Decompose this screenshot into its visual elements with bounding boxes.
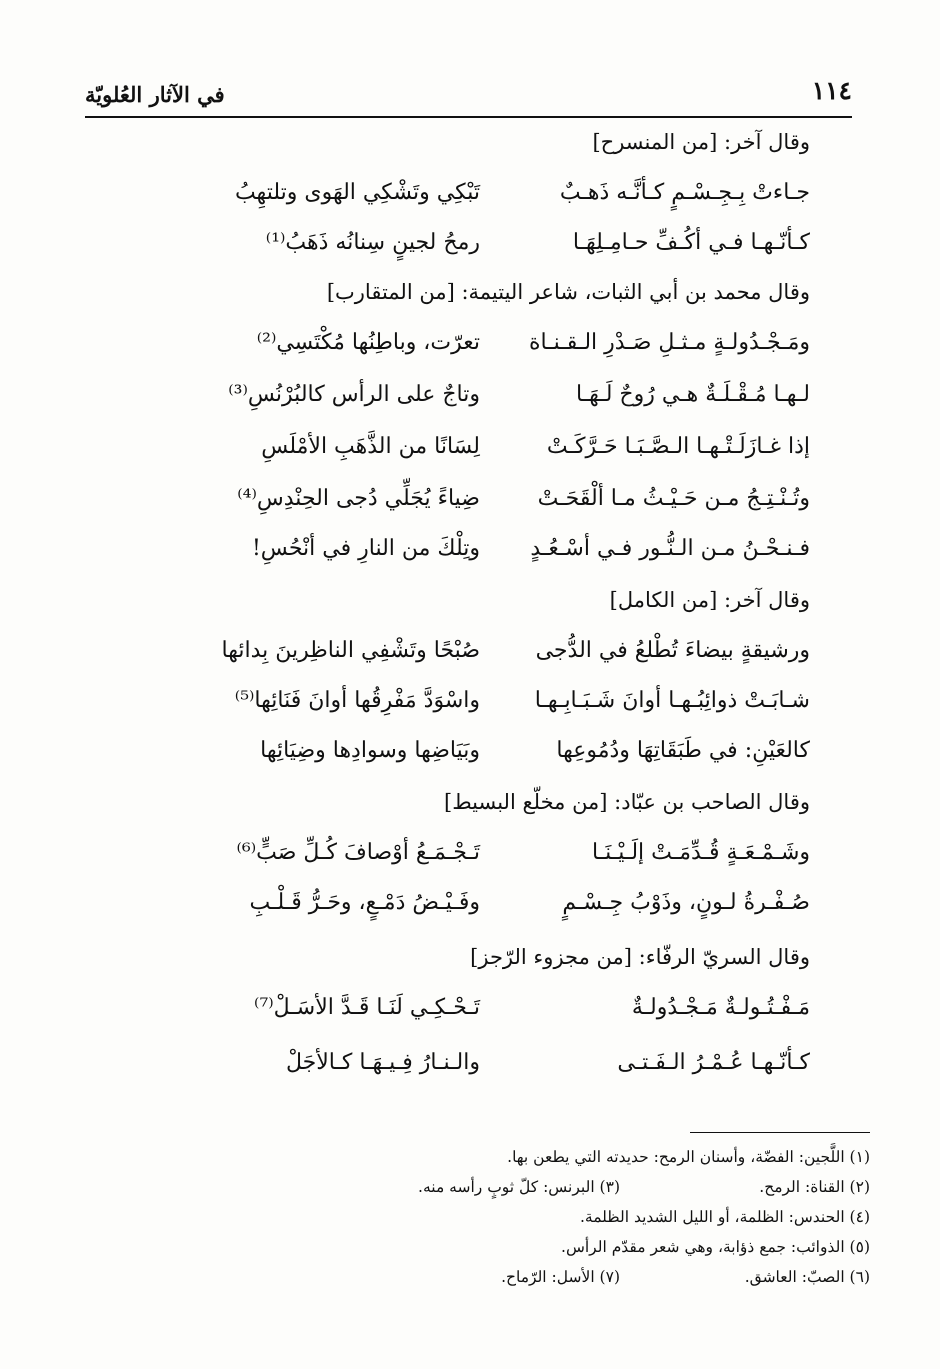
- section-intro: وقال الصاحب بن عبّاد: [من مخلّع البسيط]: [444, 790, 810, 814]
- footnote-text: (٤) الحندس: الظلمة، أو الليل الشديد الظلمة.: [579, 1208, 870, 1226]
- footnote: [580, 1208, 870, 1226]
- section-intro: وقال السريّ الرفّاء: [من مجزوء الرّجز]: [470, 945, 810, 969]
- verse-first-hemistich: وشَـمْـعَـةٍ قُـدِّمَـتْ إلَـيْـنَـا: [592, 840, 810, 865]
- verse-second-hemistich: وبَيَاضِها وسوادِها وضِيَائِها: [260, 738, 480, 763]
- verse-second-hemistich: تَـجْـمَـعُ أوْصافَ كُـلِّ صَبٍّ⁽⁶⁾: [236, 840, 480, 865]
- verse-first-hemistich: إذا غـازَلَـتْـهـا الـصَّـبَـا حَـرَّكَـتْ: [546, 434, 810, 459]
- section-intro: وقال محمد بن أبي الثبات، شاعر اليتيمة: [من المتقارب]: [326, 280, 810, 304]
- verse-line: [150, 840, 810, 890]
- verse-first-hemistich: وتُـنْـتِـجُ مـن حَـيْـثُ مـا ألْقَحَـتْ: [537, 486, 810, 511]
- footnote: [561, 1238, 870, 1256]
- verse-second-hemistich: تَـحْـكِـي لَنَـا قَـدَّ الأسَـلْ⁽⁷⁾: [254, 995, 480, 1020]
- footnote-text-second: (٣) البرنس: كلّ ثوبٍ رأسه منه.: [418, 1178, 620, 1196]
- verse-first-hemistich: ومَـجْـدُولـةٍ مـثـلِ صَـدْرِ الـقـنـاة: [528, 330, 810, 355]
- verse-line: [150, 638, 810, 688]
- verse-line: [150, 688, 810, 738]
- footnote: [418, 1178, 870, 1196]
- verse-line: [150, 230, 810, 280]
- footnote-text-second: (٧) الأسل: الرّماح.: [501, 1268, 620, 1286]
- verse-second-hemistich: والـنـارُ فِـيـهَـا كـالأجَلْ: [285, 1050, 480, 1075]
- verse-line: [150, 1050, 810, 1100]
- verse-second-hemistich: رمحُ لجينٍ سِنانُه ذَهَبُ⁽¹⁾: [265, 230, 480, 255]
- footnote-text: (١) اللَّجين: الفضّة، وأسنان الرمح: حديدته التي يطعن بها.: [507, 1148, 870, 1166]
- verse-second-hemistich: ضِياءً يُجَلِّي دُجى الحِنْدِسِ⁽⁴⁾: [237, 486, 480, 511]
- verse-first-hemistich: كالعَيْنِ: في طَبَقَاتِهَا ودُمُوعِها: [556, 738, 810, 763]
- verse-line: [150, 995, 810, 1045]
- page-header: [85, 68, 852, 118]
- header-rule: [85, 116, 852, 118]
- footnote: [507, 1148, 870, 1166]
- verse-first-hemistich: مَـفْـتُـولـةٌ مَـجْـدُولـةٌ: [631, 995, 810, 1020]
- verse-line: [150, 382, 810, 432]
- verse-second-hemistich: تعرّت، وباطِنُها مُكْتَسِي⁽²⁾: [256, 330, 480, 355]
- verse-line: [150, 486, 810, 536]
- verse-second-hemistich: صُبْحًا وتَشْفِي الناظِرينَ بِدائها: [221, 638, 480, 663]
- verse-line: [150, 890, 810, 940]
- verse-second-hemistich: لِسَانًا من الذَّهَبِ الأمْلَسِ: [261, 434, 480, 459]
- verse-line: [150, 180, 810, 230]
- running-title: في الآثار العُلويّة: [85, 82, 225, 107]
- verse-first-hemistich: كـأنّـهـا عُـمْـرُ الـفَـتـى: [617, 1050, 810, 1075]
- footnote-rule: [690, 1132, 870, 1133]
- section-intro: وقال آخر: [من الكامل]: [609, 588, 810, 612]
- footnote-text: (٥) الذوائب: جمع ذؤابة، وهي شعر مقدّم الرأس.: [561, 1238, 870, 1256]
- verse-first-hemistich: فـنـحْـنُ مـن الـنُّـور فـي أسْـعُـدٍ: [530, 536, 810, 561]
- verse-second-hemistich: وتاجٌ على الرأس كالبُرْنُسِ⁽³⁾: [228, 382, 480, 407]
- verse-first-hemistich: صُـفْـرةُ لـونٍ، وذَوْبُ جِـسْـمٍ: [562, 890, 810, 915]
- verse-line: [150, 536, 810, 586]
- verse-first-hemistich: جـاءتْ بِـجِـسْـمٍ كـأنَّـه ذَهـبٌ: [559, 180, 810, 205]
- verse-line: [150, 434, 810, 484]
- verse-second-hemistich: تَبْكِي وتَشْكِي الهَوى وتلتهِبُ: [234, 180, 480, 205]
- page-number: ١١٤: [811, 76, 852, 105]
- verse-first-hemistich: لـهـا مُـقْـلَـةٌ هـي رُوحٌ لَـهَـا: [575, 382, 810, 407]
- footnote-text: (٢) القناة: الرمح.: [759, 1178, 870, 1196]
- verse-first-hemistich: كـأنّـهـا فـي أكُـفِّ حـامِـلِهَـا: [572, 230, 810, 255]
- section-intro: وقال آخر: [من المنسرح]: [592, 130, 810, 154]
- verse-first-hemistich: ورشيقةٍ بيضاءَ تُطْلعُ في الدُّجى: [535, 638, 810, 663]
- footnote: [501, 1268, 870, 1286]
- verse-second-hemistich: وتِلْكَ من النارِ في أنْحُسِ!: [251, 536, 480, 561]
- footnote-text: (٦) الصبّ: العاشق.: [744, 1268, 870, 1286]
- verse-second-hemistich: واسْوَدَّ مَفْرِقُها أوانَ فَنَائِها⁽⁵⁾: [234, 688, 480, 713]
- verse-first-hemistich: شـابَـتْ ذوائِبُـهـا أوانَ شَـبَـابِـهـا: [534, 688, 810, 713]
- verse-line: [150, 330, 810, 380]
- verse-line: [150, 738, 810, 788]
- verse-second-hemistich: وفَـيْـضُ دَمْـعٍ، وحَـرُّ قَـلْـبِ: [249, 890, 480, 915]
